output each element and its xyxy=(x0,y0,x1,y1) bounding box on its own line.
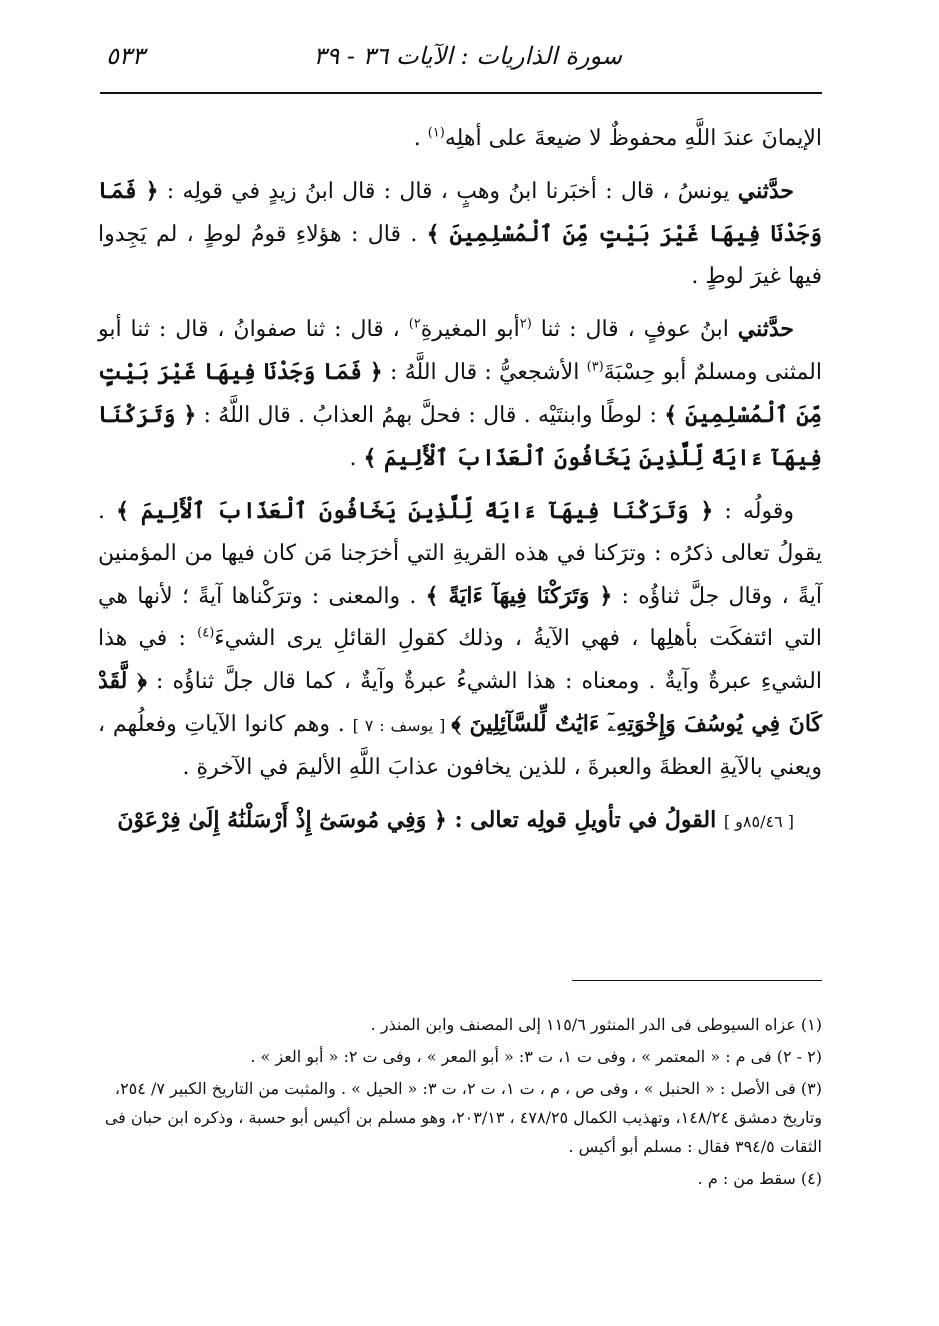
narration-lead: حدَّثني xyxy=(737,178,794,204)
section-heading: القولُ في تأويلِ قولِه تعالى : xyxy=(446,807,724,833)
footnote: (٢ - ٢) فى م : « المعتمر » ، وفى ت ١، ت ٣: « أبو المعر » ، وفى ت ٢: « أبو العز » . xyxy=(250,1047,822,1066)
footnote: (١) عزاه السيوطى فى الدر المنثور ١١٥/٦ إلى المصنف وابن المنذر . xyxy=(370,1015,822,1034)
main-text xyxy=(98,118,822,853)
page-number: ٥٣٣ xyxy=(106,42,145,70)
paragraph-4 xyxy=(98,490,822,789)
text: ، قال : ثنا صفوانُ ، قال : ثنا أبو المثنى ومسلمٌ أبو حِسْبَةَ xyxy=(98,317,822,385)
footnote-ref: ٢) xyxy=(408,316,421,332)
text: يونسُ ، قال : أخبَرنا ابنُ وهبٍ ، قال : قال ابنُ زيدٍ في قولِه : xyxy=(158,179,738,204)
footnote-ref: (٣) xyxy=(586,359,604,375)
quran-quote: ﴿ لَّقَدْ كَانَ فِي يُوسُفَ وَإِخْوَتِهِۦٓ ءَايَٰتٌ لِّلسَّآئِلِينَ ﴾ xyxy=(98,668,822,737)
surah-citation: [ يوسف : ٧ ] xyxy=(352,716,452,735)
text: أبو المغيرةِ xyxy=(420,317,520,342)
footnotes xyxy=(98,1010,822,1196)
footnote-ref: (٢ xyxy=(519,316,532,332)
quran-quote: ﴿ فَمَا وَجَدْنَا فِيهَا غَيْرَ بَيْتٍ مِّنَ ٱلْمُسْلِمِينَ ﴾ xyxy=(98,178,822,247)
paragraph-5 xyxy=(98,799,822,843)
text: : في هذا الشيءِ عبرةٌ وآيةٌ . ومعناه : هذا الشيءُ عبرةٌ وآيةٌ ، كما قال جلَّ ثناؤُه : xyxy=(98,626,822,694)
footnote: (٤) سقط من : م . xyxy=(697,1169,822,1188)
text: . والمعنى : وترَكْناها آيةً ؛ لأنها هي التي ائتفكَت بأهلِها ، فهي الآيةُ ، وذلك كقولِ القائلِ يرى الشيءَ xyxy=(98,584,823,651)
paragraph-3 xyxy=(98,308,822,480)
text: . xyxy=(413,126,428,151)
paragraph-1 xyxy=(98,118,822,160)
paragraph-2 xyxy=(98,170,822,298)
footnote-rule xyxy=(572,980,822,981)
text: . xyxy=(349,446,364,471)
quran-quote: ﴿ وَتَرَكْنَا فِيهَآ ءَايَةً لِّلَّذِينَ يَخَافُونَ ٱلْعَذَابَ ٱلْأَلِيمَ ﴾ xyxy=(98,402,822,471)
quran-quote: ﴿ وَفِي مُوسَىٰٓ إِذْ أَرْسَلْنَٰهُ إِلَىٰ فِرْعَوْنَ xyxy=(117,807,447,833)
footnote-ref: (٤) xyxy=(197,625,215,641)
text: الأشجعيُّ : قال اللَّهُ : xyxy=(382,360,587,385)
footnote-ref: (١) xyxy=(427,125,445,141)
text: . قال : هؤلاءِ قومُ لوطٍ ، لم يَجِدوا فيها غيرَ لوطٍ . xyxy=(98,222,822,289)
text: : لوطًا وابنتَيْه . قال : فحلَّ بهمُ العذابُ . قال اللَّهُ : xyxy=(196,403,665,428)
text: ابنُ عوفٍ ، قال : ثنا xyxy=(531,317,738,342)
narration-lead: حدَّثني xyxy=(737,316,794,342)
text: . وهم كانوا الآياتِ وفعلُهم ، ويعني بالآيةِ العظةَ والعبرةَ ، للذين يخافون عذابَ اللَّهِ الأليمَ في الآخرةِ . xyxy=(98,712,822,780)
text: الإيمانَ عندَ اللَّهِ محفوظٌ لا ضيعةَ على أهلِه xyxy=(444,126,822,151)
header-rule xyxy=(100,92,822,94)
quran-quote: ﴿ فَمَا وَجَدْنَا فِيهَا غَيْرَ بَيْتٍ مِّنَ ٱلْمُسْلِمِينَ ﴾ xyxy=(98,359,822,428)
footnote: (٣) فى الأصل : « الحنبل » ، وفى ص ، م ، ت ١، ت ٢، ت ٣: « الحيل » . والمثبت من التاريخ الكبير ٧/ ٢٥٤، وتاريخ دمشق ١٤٨/٢٤، وتهذيب الكمال ٤٧٨/٢٥ ، ٢٠٣/١٣، وهو مسلم بن أكيس أبو حسبة ، وذكره ابن حبان فى الثقات ٣٩٤/٥ فقال : مسلم أبو أكيس . xyxy=(104,1079,822,1156)
text: وقولُه : xyxy=(713,499,794,524)
quran-quote: ﴿ وَتَرَكْنَا فِيهَآ ءَايَةً ﴾ xyxy=(425,583,613,609)
running-header xyxy=(100,40,822,90)
quran-quote: ﴿ وَتَرَكْنَا فِيهَآ ءَايَةً لِّلَّذِينَ يَخَافُونَ ٱلْعَذَابَ ٱلْأَلِيمَ ﴾ xyxy=(116,498,714,524)
manuscript-ref: [ ٨٥/٤٦و ] xyxy=(723,812,794,831)
text: . يقولُ تعالى ذكرُه : وترَكنا في هذه القريةِ التي أخرَجنا مَن كان فيها من المؤمنين آيةً ، وقال جلَّ ثناؤُه : xyxy=(98,499,823,609)
running-title: سورة الذاريات : الآيات ٣٦ - ٣٩ xyxy=(313,42,622,70)
